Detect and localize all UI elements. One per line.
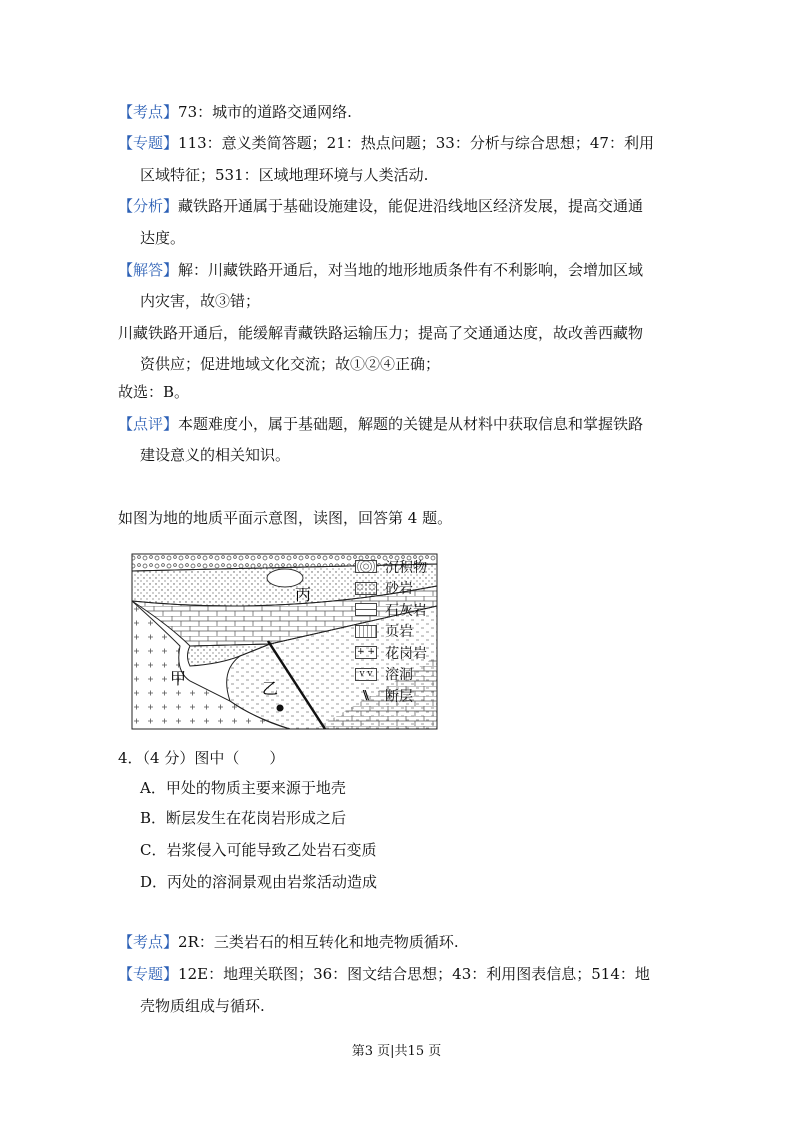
option-c: C．岩浆侵入可能导致乙处岩石变质 bbox=[140, 841, 377, 859]
sediment-swatch-icon bbox=[355, 560, 377, 573]
text-line: 113：意义类简答题；21：热点问题；33：分析与综合思想；47：利用 bbox=[178, 134, 654, 152]
text-line: 达度。 bbox=[140, 229, 186, 247]
granite-swatch-icon: + + bbox=[355, 646, 377, 659]
tag-label: 点评 bbox=[133, 415, 164, 433]
legend-item bbox=[355, 599, 427, 621]
legend-label: 页岩 bbox=[385, 624, 413, 641]
text-line: 壳物质组成与循环. bbox=[140, 997, 265, 1015]
option-a: A．甲处的物质主要来源于地壳 bbox=[140, 779, 346, 797]
shale-swatch-icon bbox=[355, 625, 377, 638]
legend-item bbox=[355, 556, 427, 578]
tag-label: 分析 bbox=[133, 197, 164, 215]
legend-item bbox=[355, 685, 427, 707]
text-line: 区域特征；531：区域地理环境与人类活动. bbox=[140, 166, 429, 184]
legend-item bbox=[355, 642, 427, 664]
kaodian-4: 【考点】2R：三类岩石的相互转化和地壳物质循环. bbox=[118, 933, 459, 951]
text-line: 解：川藏铁路开通后，对当地的地形地质条件有不利影响，会增加区域 bbox=[178, 261, 644, 279]
page-footer: 第3 页|共15 页 bbox=[351, 1044, 442, 1059]
legend-label: 花岗岩 bbox=[385, 645, 427, 662]
legend-label: 断层 bbox=[385, 688, 413, 705]
label-jia: 甲 bbox=[170, 669, 187, 688]
text-line: 本题难度小，属于基础题，解题的关键是从材料中获取信息和掌握铁路 bbox=[178, 415, 644, 433]
text-line: 12E：地理关联图；36：图文结合思想；43：利用图表信息；514：地 bbox=[178, 965, 650, 983]
sandstone-swatch-icon bbox=[355, 582, 377, 595]
tag-label: 专题 bbox=[133, 965, 164, 983]
tag-label: 专题 bbox=[133, 134, 164, 152]
tag-label: 解答 bbox=[133, 261, 164, 279]
text-line: 内灾害，故③错； bbox=[140, 292, 261, 310]
text-line: 藏铁路开通属于基础设施建设，能促进沿线地区经济发展，提高交通通 bbox=[178, 197, 644, 215]
legend-label: 石灰岩 bbox=[385, 602, 427, 619]
cave-swatch-icon: v v bbox=[355, 668, 377, 681]
text-line: 2R：三类岩石的相互转化和地壳物质循环. bbox=[178, 933, 459, 951]
legend-label: 砂岩 bbox=[385, 581, 413, 598]
legend-label: 沉积物 bbox=[385, 559, 427, 576]
text-line: 资供应；促进地域文化交流；故①②④正确； bbox=[140, 355, 441, 373]
option-b: B．断层发生在花岗岩形成之后 bbox=[140, 809, 347, 827]
legend-label: 溶洞 bbox=[385, 667, 413, 684]
intro-text: 如图为地的地质平面示意图，读图，回答第 4 题。 bbox=[118, 509, 453, 527]
answer-line: 故选：B。 bbox=[118, 383, 190, 401]
legend-item bbox=[355, 664, 427, 686]
label-yi: 乙 bbox=[262, 679, 279, 698]
text-line: 73：城市的道路交通网络. bbox=[178, 103, 352, 121]
fault-icon: ⑊ bbox=[361, 687, 371, 704]
limestone-swatch-icon bbox=[355, 603, 377, 616]
diagram-legend bbox=[355, 556, 427, 707]
zhuanti-4: 【专题】12E：地理关联图；36：图文结合思想；43：利用图表信息；514：地 bbox=[118, 965, 650, 983]
legend-item bbox=[355, 578, 427, 600]
label-bing: 丙 bbox=[295, 585, 312, 604]
option-d: D．丙处的溶洞景观由岩浆活动造成 bbox=[140, 873, 378, 891]
tag-label: 考点 bbox=[133, 103, 164, 121]
legend-item bbox=[355, 621, 427, 643]
tag-label: 考点 bbox=[133, 933, 164, 951]
text-line: 建设意义的相关知识。 bbox=[140, 446, 291, 464]
text-line: 川藏铁路开通后，能缓解青藏铁路运输压力；提高了交通通达度，故改善西藏物 bbox=[118, 324, 644, 342]
question-stem: 4．（4 分）图中（ ） bbox=[118, 749, 285, 767]
